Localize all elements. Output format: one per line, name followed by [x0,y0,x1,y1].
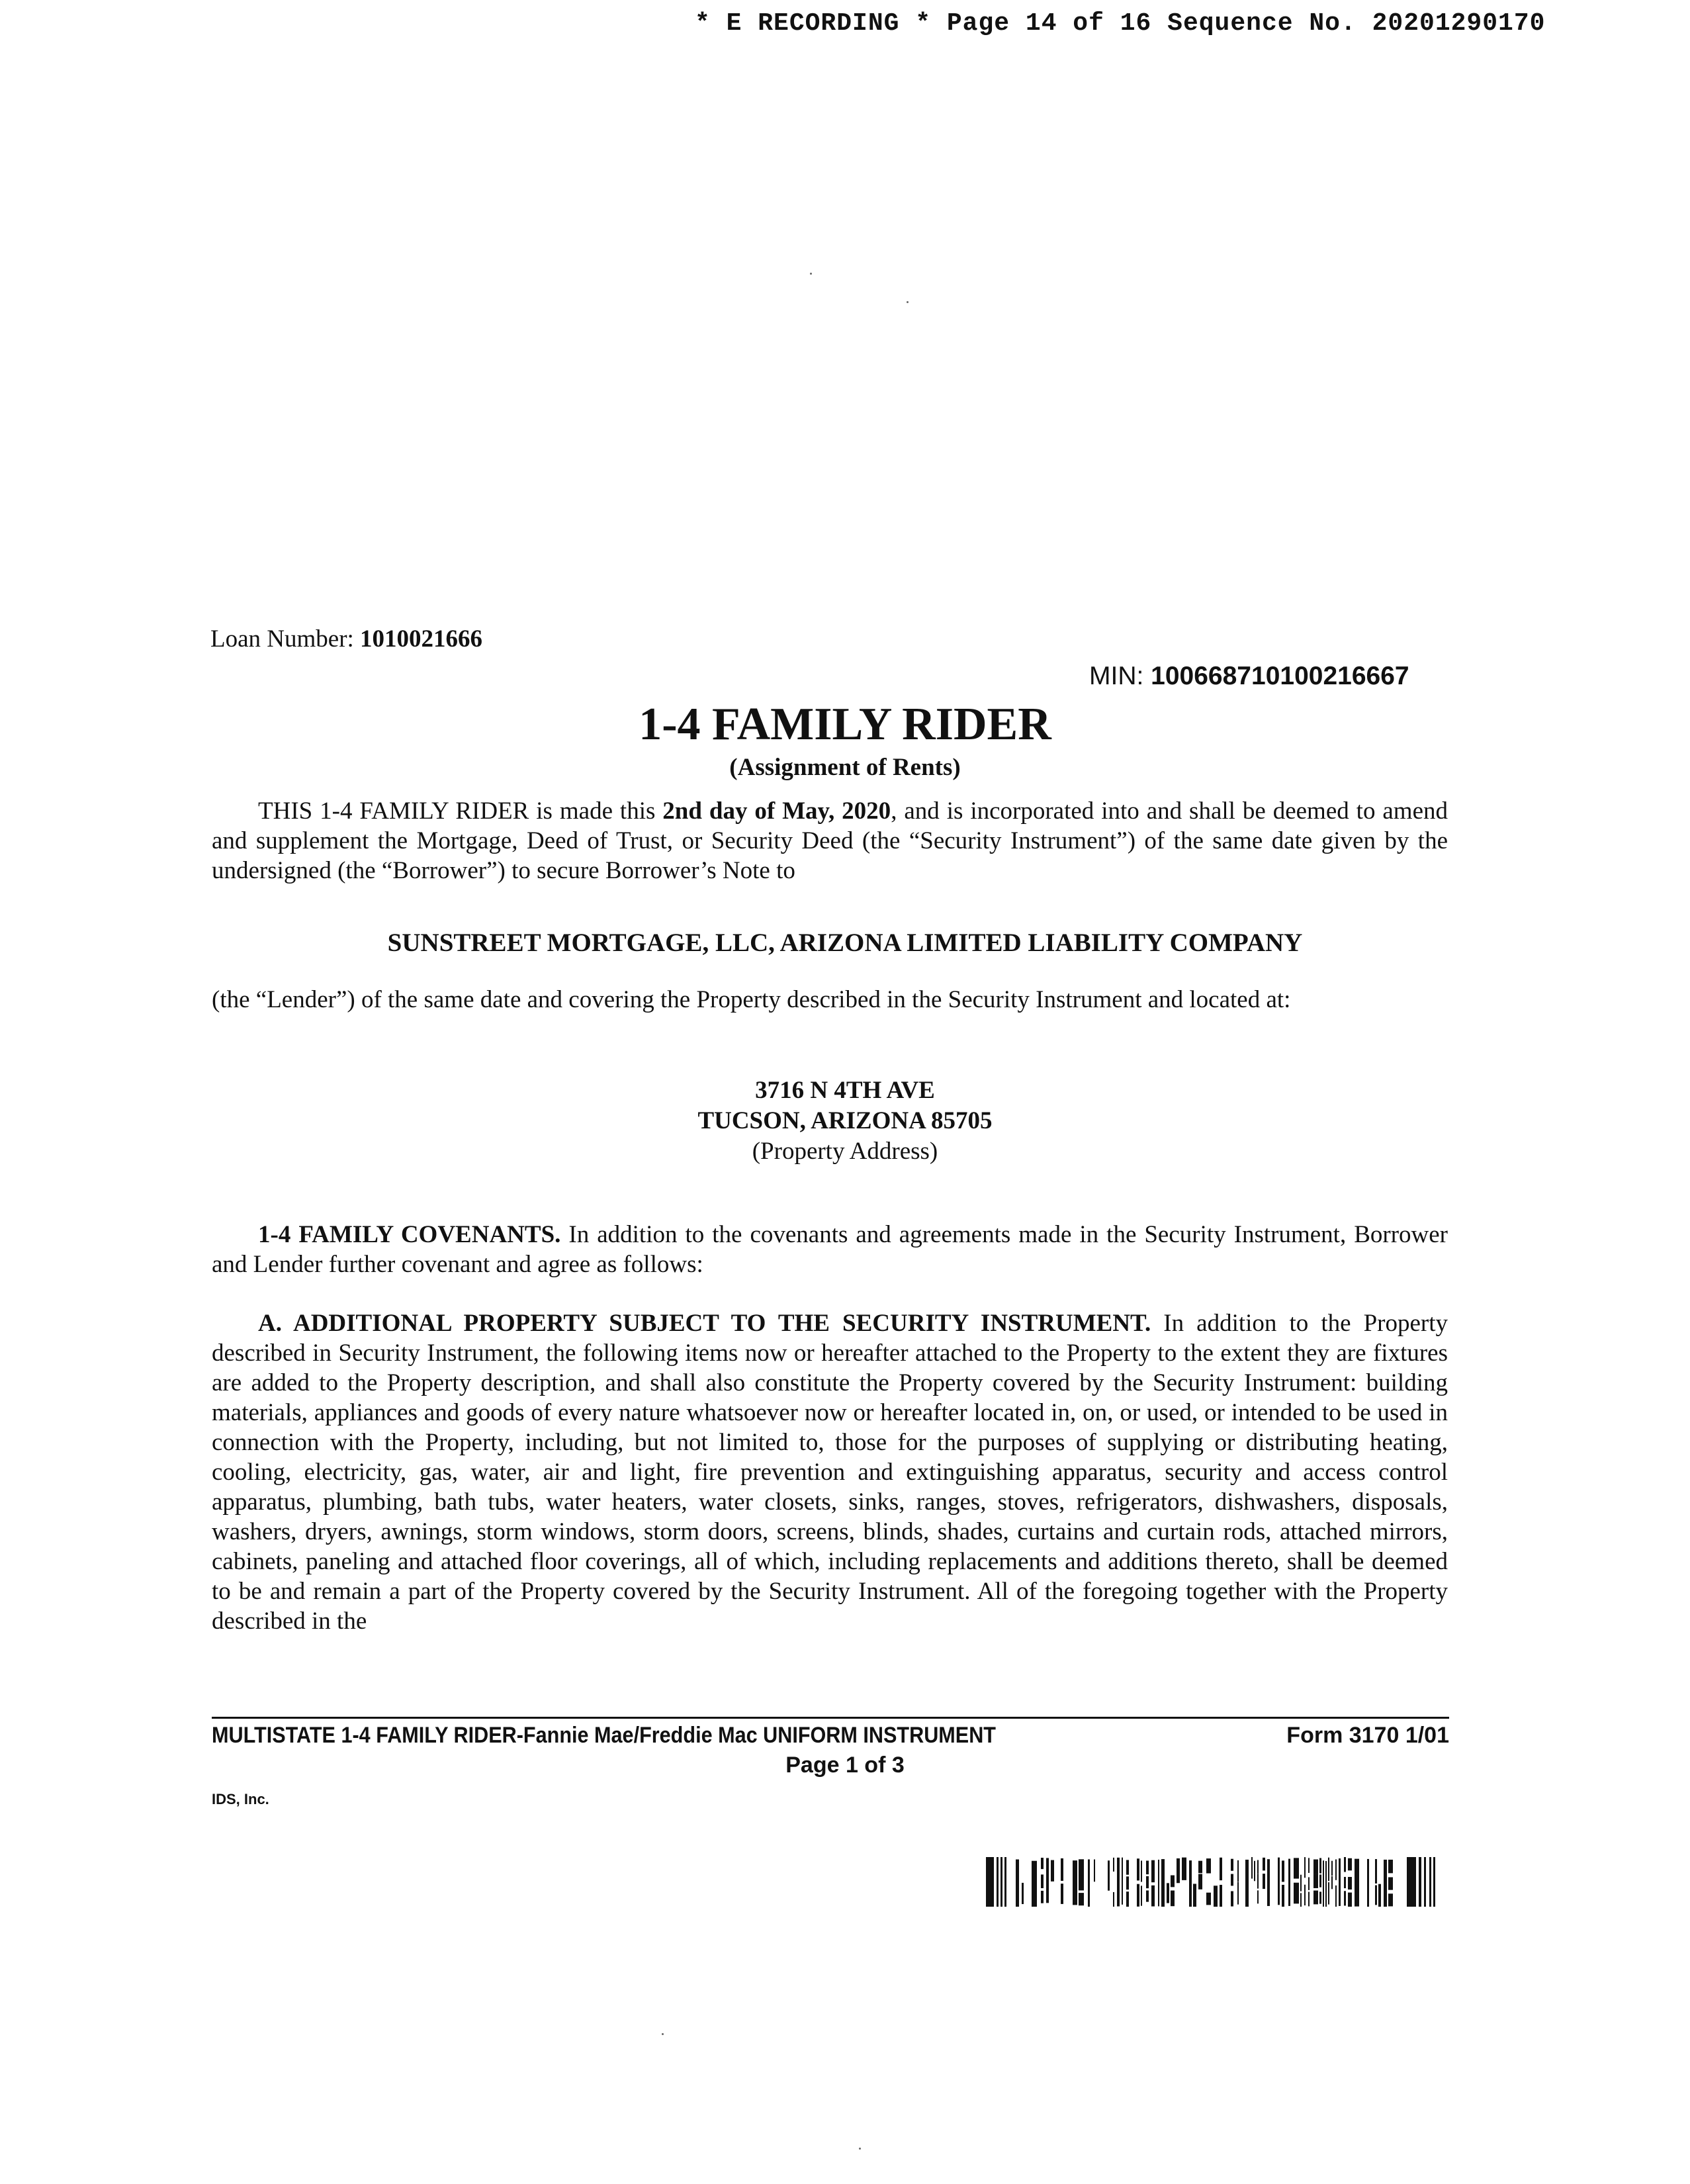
scan-speck [859,2148,861,2150]
address-line-1: 3716 N 4TH AVE [755,1077,935,1104]
page-number: Page 1 of 3 [785,1752,905,1778]
covenants-paragraph [212,1220,1448,1279]
document-title: 1-4 FAMILY RIDER [639,699,1051,750]
loan-number [210,625,482,653]
section-a-text: In addition to the Property described in Security Instrument, the following items now or hereafter attached to the Property to the extent they are fixtures are added to the Property description, and shall also constitute the Property covered by the Security Instrument: building materials, appliances and goods of every nature whatsoever now or hereafter located in, on, or used, or intended to be used in connection with the Property, including, but not limited to, those for the purposes of supplying or distributing heating, cooling, electricity, gas, water, air and light, fire prevention and extinguishing apparatus, security and access control apparatus, plumbing, bath tubs, water heaters, water closets, sinks, ranges, stoves, refrigerators, dishwashers, disposals, washers, dryers, awnings, storm windows, storm doors, screens, blinds, shades, curtains and curtain rods, attached mirrors, cabinets, paneling and attached floor coverings, all of which, including replacements and additions thereto, shall be deemed to be and remain a part of the Property covered by the Security Instrument. All of the foregoing together with the Property described in the [212,1310,1448,1635]
intro-text-a: THIS 1-4 FAMILY RIDER is made this [258,797,663,825]
scan-speck [662,2033,664,2035]
min-value: 100668710100216667 [1151,662,1409,690]
section-a-heading: A. ADDITIONAL PROPERTY SUBJECT TO THE SECURITY INSTRUMENT. [258,1310,1151,1337]
lender-paragraph: (the “Lender”) of the same date and covering the Property described in the Security Instrument and located at: [212,986,1291,1013]
recording-page: Page 14 of 16 [946,9,1152,38]
sequence-number: 20201290170 [1372,9,1546,38]
vendor-mark: IDS, Inc. [212,1791,269,1807]
sequence-label: Sequence No. [1167,9,1356,38]
address-caption: (Property Address) [752,1138,938,1165]
min-number [1089,662,1409,691]
form-number: Form 3170 1/01 [1286,1723,1449,1748]
document-subtitle: (Assignment of Rents) [729,754,961,781]
covenants-text: In addition to the covenants and agreements made in the Security Instrument, Borrower and Lender further covenant and agree as follows: [212,1221,1448,1278]
min-label: MIN: [1089,662,1144,690]
lender-name: SUNSTREET MORTGAGE, LLC, ARIZONA LIMITED LIABILITY COMPANY [387,929,1303,957]
barcode [986,1857,1436,1907]
recording-header [695,9,1621,38]
intro-paragraph [212,796,1448,886]
footer-rule [212,1717,1449,1719]
scan-speck [810,273,812,275]
intro-text-b: , and is incorporated into and shall be deemed to amend and supplement the Mortgage, Deed of Trust, or Security Deed (the “Security Instrument”) of the same date given by the undersigned (the “Borrower”) to secure Borrower’s Note to [212,797,1448,884]
section-a-paragraph [212,1308,1448,1636]
intro-date: 2nd day of May, 2020 [662,797,891,825]
scan-speck [907,301,909,303]
property-address [0,1075,1690,1167]
covenants-heading: 1-4 FAMILY COVENANTS. [258,1221,561,1248]
form-title: MULTISTATE 1-4 FAMILY RIDER-Fannie Mae/Freddie Mac UNIFORM INSTRUMENT [212,1723,996,1748]
loan-number-label: Loan Number: [210,625,354,653]
recording-prefix: * E RECORDING * [695,9,932,38]
loan-number-value: 1010021666 [360,625,483,653]
address-line-2: TUCSON, ARIZONA 85705 [697,1107,993,1134]
